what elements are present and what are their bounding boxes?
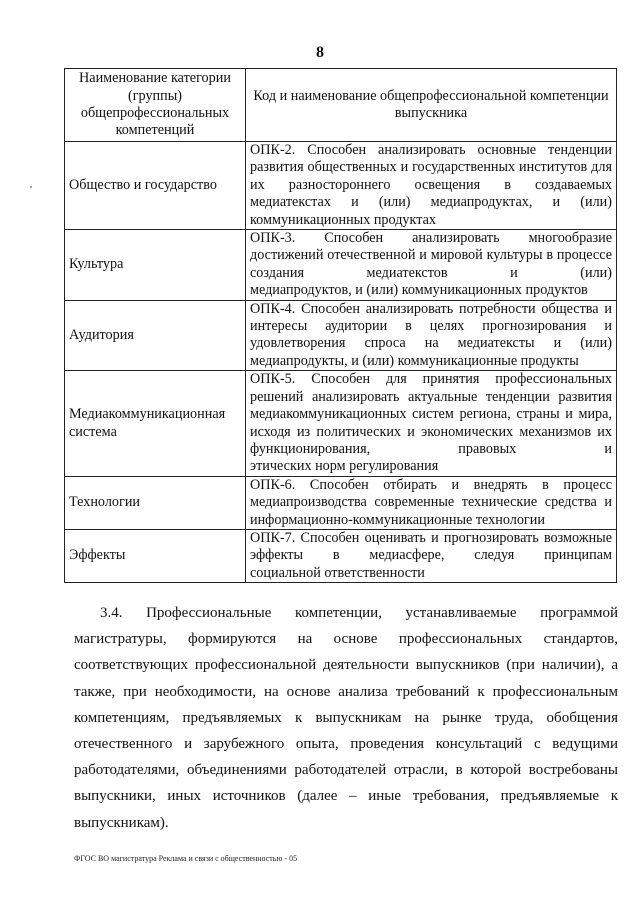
header-category: Наименование категории (группы) общепрофессиональных компетенций [65, 69, 246, 142]
row-category: Медиакоммуникационная система [65, 371, 246, 476]
row-category: Технологии [65, 476, 246, 529]
competencies-table [64, 68, 617, 583]
desc-main: ОПК-7. Способен оценивать и прогнозировать возможные эффекты в медиасфере, следуя принципам [250, 529, 612, 564]
table-row [65, 476, 617, 529]
row-description [246, 476, 617, 529]
header-code: Код и наименование общепрофессиональной компетенции выпускника [246, 69, 617, 142]
row-description [246, 230, 617, 301]
table-row [65, 142, 617, 230]
row-category: Аудитория [65, 300, 246, 371]
row-description [246, 529, 617, 582]
row-category: Эффекты [65, 529, 246, 582]
desc-main: ОПК-5. Способен для принятия профессиональных решений анализировать актуальные тенденции развития медиакоммуникационных систем региона, страны и мира, исходя из политических и экономических механизмов их функционирования, правовых и [250, 371, 612, 457]
table-row [65, 300, 617, 371]
section-paragraph: 3.4. Профессиональные компетенции, устанавливаемые программой магистратуры, формируются на основе профессиональных стандартов, соответствующих профессиональной деятельности выпускников (при наличии), а также, при необходимости, на основе анализа требований к профессиональным компетенциям, предъявляемых к выпускникам на рынке труда, обобщения отечественного и зарубежного опыта, проведения консультаций с ведущими работодателями, объединениями работодателей отрасли, в которой востребованы выпускники, иных источников (далее – иные требования, предъявляемые к выпускникам). [74, 605, 618, 831]
table-row [65, 230, 617, 301]
page-number: 8 [316, 44, 324, 61]
row-description [246, 300, 617, 371]
scan-speck [30, 186, 32, 188]
page-footer: ФГОС ВО магистратура Реклама и связи с общественностью - 05 [74, 854, 298, 863]
table-row [65, 371, 617, 476]
desc-last: этических норм регулирования [250, 458, 439, 475]
desc-last: коммуникационных продуктах [250, 211, 436, 228]
row-description [246, 142, 617, 230]
desc-last: медиапродуктов, и (или) коммуникационных продуктов [250, 282, 588, 299]
desc-main: ОПК-2. Способен анализировать основные тенденции развития общественных и государственных институтов для их разностороннего освещения в создаваемых медиатекстах и (или) медиапродуктах, и (или) [250, 142, 612, 211]
desc-last: информационно-коммуникационные технологии [250, 511, 545, 528]
desc-last: медиапродукты, и (или) коммуникационные продукты [250, 352, 579, 369]
desc-main: ОПК-4. Способен анализировать потребности общества и интересы аудитории в целях прогнозирования и удовлетворения спроса на медиатексты и (или) [250, 300, 612, 352]
desc-last: социальной ответственности [250, 564, 425, 581]
table-row [65, 529, 617, 582]
row-category: Общество и государство [65, 142, 246, 230]
desc-main: ОПК-3. Способен анализировать многообразие достижений отечественной и мировой культуры в процессе создания медиатекстов и (или) [250, 230, 612, 281]
table-header-row [65, 69, 617, 142]
row-category: Культура [65, 230, 246, 301]
desc-main: ОПК-6. Способен отбирать и внедрять в процесс медиапроизводства современные технические средства и [250, 476, 612, 511]
row-description [246, 371, 617, 476]
